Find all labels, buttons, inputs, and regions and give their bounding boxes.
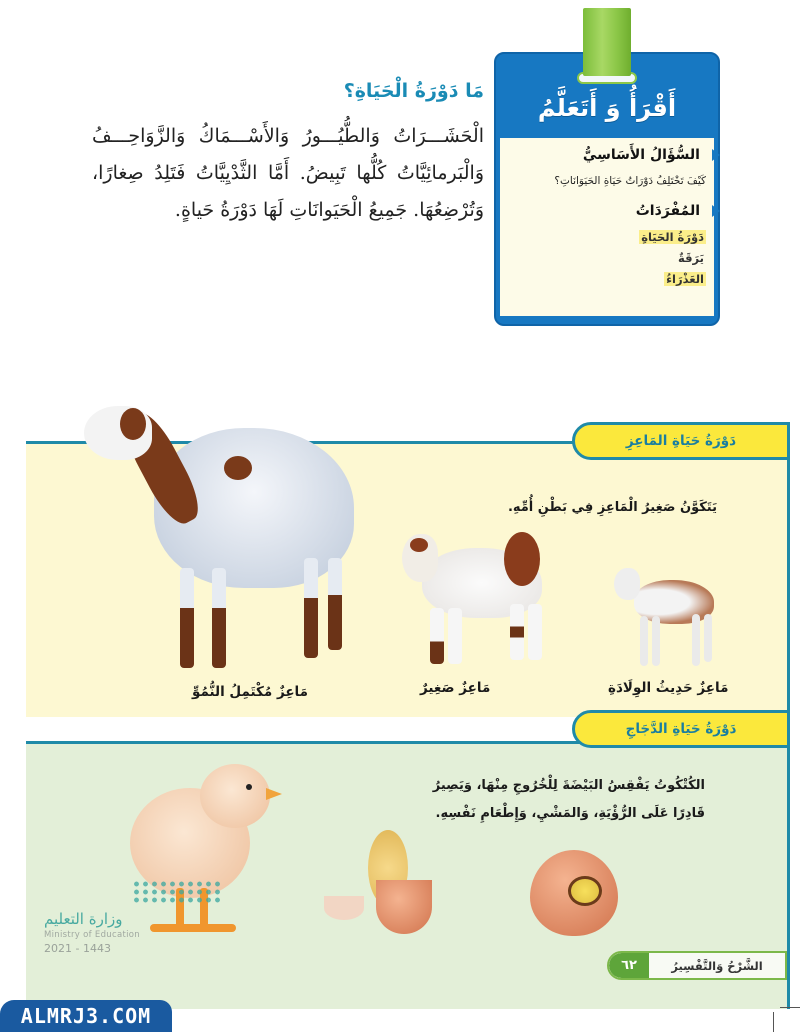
caption-young-goat: مَاعِزٌ صَغِيرٌ — [420, 680, 491, 696]
section-label: الشَّرْحُ وَالتَّفْسِيرُ — [671, 958, 763, 973]
intro-paragraph: الْحَشَـــرَاتُ وَالطُّيُـــورُ وَالأَسْـــمَاكُ وَالزَّوَاحِـــفُ وَالْبَرمائِيَّاتُ كُلُّها تَبِيضُ. أَمَّا الثَّدْيِيَّاتُ فَتَلِدُ صِغارًا، وَتُرْضِعُهَا. جَمِيعُ الْحَيَوانَاتِ لَهَا دَوْرَةُ حَياةٍ. — [92, 125, 484, 221]
logo-dots-icon — [132, 880, 222, 904]
goat-section-tab: دَوْرَةُ حَيَاةِ المَاعِزِ — [572, 422, 790, 460]
essential-question: كَيْفَ تَخْتَلِفُ دَوْرَاتُ حَيَاةِ الحَيَوَانَاتِ؟ — [554, 175, 706, 187]
vocab-item: العَذْرَاءُ — [666, 272, 704, 286]
adult-goat-image — [84, 398, 364, 678]
bookmark-tag-icon — [583, 8, 631, 76]
essential-question-heading: السُّؤَالُ الأَسَاسِيُّ — [508, 144, 708, 166]
young-goat-image — [392, 528, 552, 668]
caption-adult-goat: مَاعِزٌ مُكْتَمِلُ النُّمُوِّ — [192, 684, 308, 700]
intro-title: مَا دَوْرَةُ الْحَيَاةِ؟ — [343, 80, 484, 102]
edition-year: 2021 - 1443 — [44, 942, 111, 955]
vocab-item: يَرَقَةٌ — [678, 251, 704, 265]
ministry-name-ar: وزارة التعليم — [44, 910, 123, 928]
site-watermark[interactable]: ALMRJ3.COM — [0, 1000, 172, 1032]
read-and-learn-card — [494, 52, 720, 326]
chicken-section-text: الكُتْكُوتُ يَفْقِسُ البَيْضَةَ لِلْخُرُوجِ مِنْهَا، وَيَصِيرُ قَادِرًا عَلَى الرُّؤْيَةِ، وَالمَشْيِ، وَإِطْعَامِ نَفْسِهِ. — [432, 778, 705, 821]
chicken-section-tab: دَوْرَةُ حَيَاةِ الدَّجَاجِ — [572, 710, 790, 748]
card-title: أَقْرَأُ وَ أَتَعَلَّمُ — [537, 94, 677, 122]
hatching-chick-image — [322, 826, 442, 938]
vocabulary-list — [508, 226, 706, 289]
egg-image — [530, 850, 618, 938]
vocabulary-heading: المُفْرَدَاتُ — [508, 200, 708, 222]
page-footer-label — [607, 951, 787, 980]
vocab-item: دَوْرَةُ الحَيَاةِ — [641, 230, 704, 244]
newborn-goat-image — [612, 566, 716, 670]
crop-mark — [780, 1007, 800, 1008]
ministry-name-en: Ministry of Education — [44, 930, 140, 940]
page-number: ٦٢ — [609, 953, 649, 978]
crop-mark — [773, 1012, 774, 1032]
goat-section-text: يَتَكَوَّنُ صَغِيرُ الْمَاعِزِ فِي بَطْنِ أُمِّهِ. — [507, 500, 717, 515]
caption-newborn-goat: مَاعِزٌ حَدِيثُ الوِلَادَةِ — [608, 680, 729, 696]
card-content — [500, 138, 714, 316]
intro-block — [92, 78, 484, 229]
